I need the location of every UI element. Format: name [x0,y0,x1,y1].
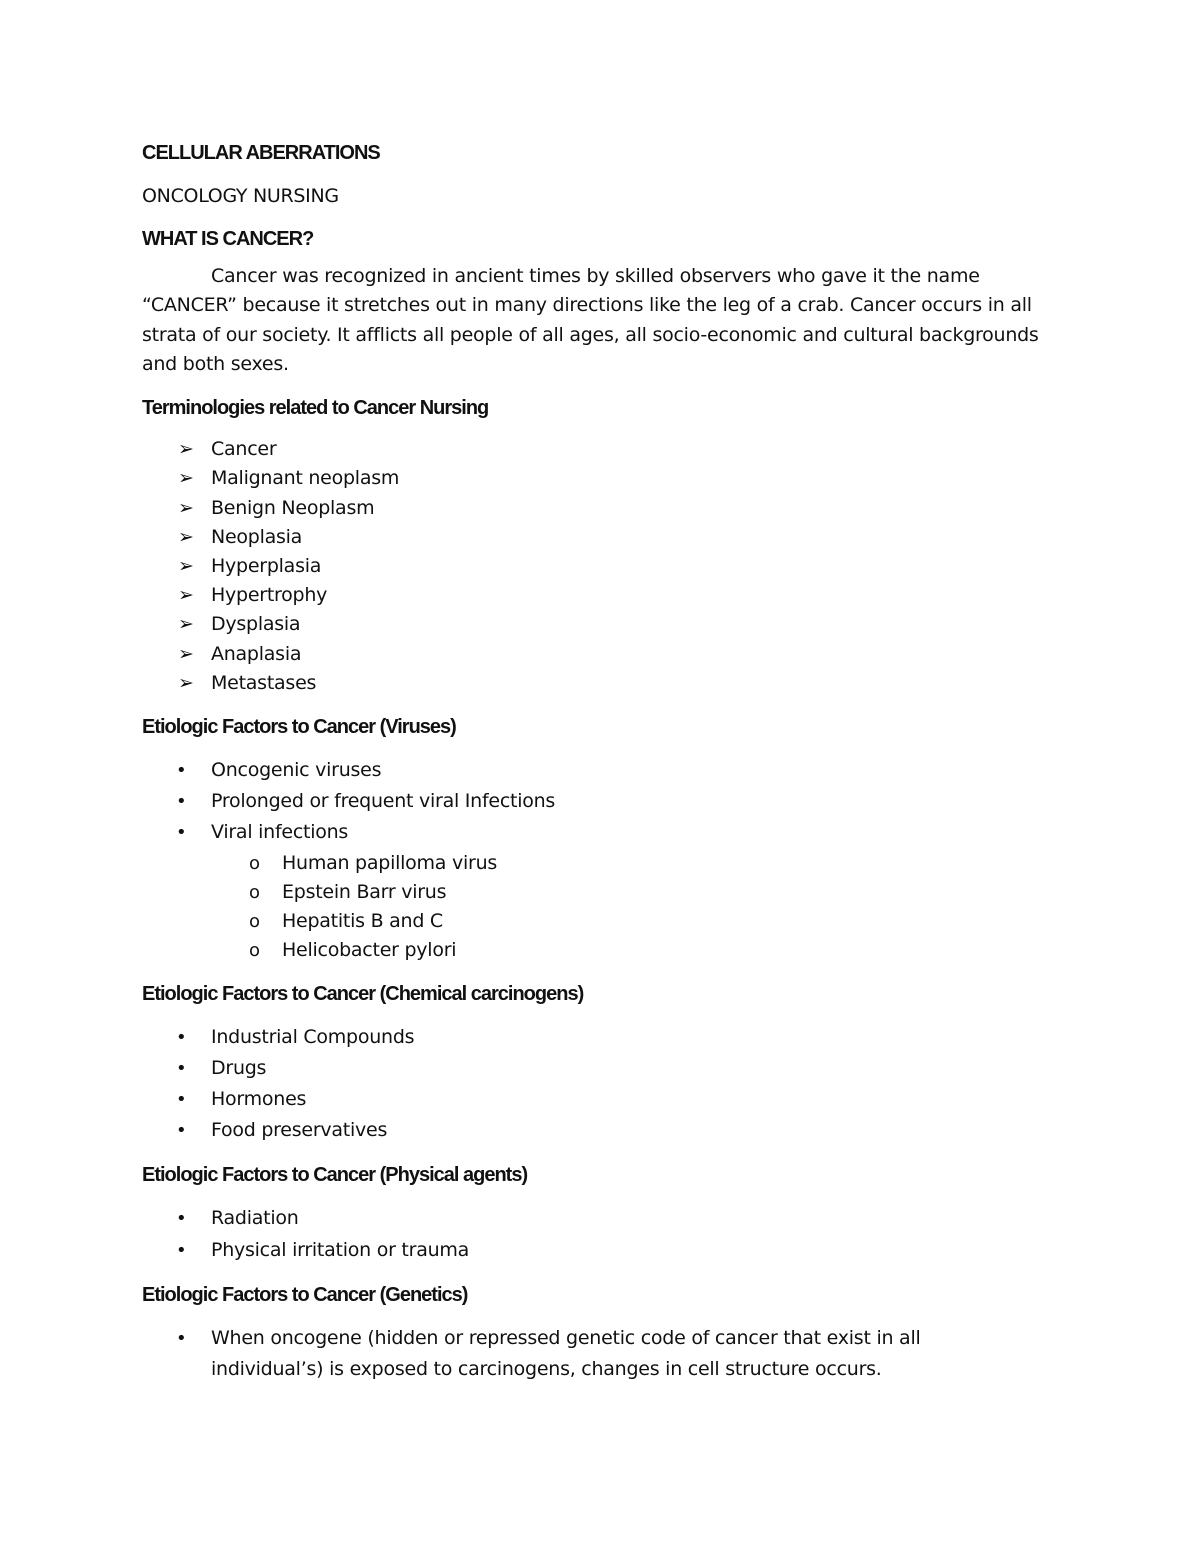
bullet-icon: • [176,1239,187,1261]
document-title: CELLULAR ABERRATIONS [142,142,380,164]
arrow-bullet-icon: ➢ [178,584,194,607]
circle-bullet-icon: o [249,910,260,932]
bullet-icon: • [176,1057,187,1079]
list-item: • Industrial Compounds [142,1022,1062,1053]
circle-bullet-icon: o [249,881,260,903]
arrow-bullet-icon: ➢ [178,525,194,548]
what-is-cancer-paragraph: Cancer was recognized in ancient times by skilled observers who gave it the name “CANCER” because it stretches out in many directions like the leg of a crab. Cancer occurs in all strata of our society. It afflicts all people of all ages, all socio-economic and cultural backgrounds and both sexes. [142,265,1039,375]
terminologies-heading: Terminologies related to Cancer Nursing [142,397,489,420]
bullet-icon: • [176,791,187,813]
circle-bullet-icon: o [249,852,260,874]
list-item: • Food preservatives [142,1115,1062,1146]
list-item: • Drugs [142,1053,1062,1084]
list-item: • Prolonged or frequent viral Infections [142,786,1062,817]
list-item: ➢ Dysplasia [142,610,1062,639]
list-item: o Helicobacter pylori [142,936,1062,965]
list-item: • Viral infections [142,817,1062,848]
genetics-heading: Etiologic Factors to Cancer (Genetics) [142,1283,468,1306]
chemical-list [142,1022,1062,1147]
list-item: o Epstein Barr virus [142,878,1062,907]
viruses-heading: Etiologic Factors to Cancer (Viruses) [142,716,456,739]
bullet-icon: • [176,822,187,844]
viruses-list [142,755,1062,849]
bullet-icon: • [176,1208,187,1230]
list-item: o Human papilloma virus [142,849,1062,878]
document-subtitle: ONCOLOGY NURSING [142,185,339,207]
terminologies-list [142,435,1062,698]
physical-heading: Etiologic Factors to Cancer (Physical agents) [142,1164,528,1187]
list-item: ➢ Cancer [142,435,1062,464]
genetics-list [142,1323,1062,1385]
list-item: ➢ Hypertrophy [142,581,1062,610]
physical-list [142,1203,1062,1265]
circle-bullet-icon: o [249,939,260,961]
list-item: ➢ Hyperplasia [142,552,1062,581]
list-item: • Physical irritation or trauma [142,1235,1062,1266]
list-item: ➢ Neoplasia [142,523,1062,552]
arrow-bullet-icon: ➢ [178,671,194,694]
arrow-bullet-icon: ➢ [178,438,194,461]
arrow-bullet-icon: ➢ [178,496,194,519]
list-item: ➢ Anaplasia [142,640,1062,669]
bullet-icon: • [176,1327,187,1349]
bullet-icon: • [176,1026,187,1048]
list-item: • Radiation [142,1203,1062,1234]
list-item: • When oncogene (hidden or repressed genetic code of cancer that exist in all individual’s) is exposed to carcinogens, changes in cell structure occurs. [142,1323,1011,1385]
what-is-cancer-heading: WHAT IS CANCER? [142,228,314,250]
list-item: ➢ Metastases [142,669,1062,698]
bullet-icon: • [176,1089,187,1111]
document-page [142,138,1062,1385]
arrow-bullet-icon: ➢ [178,467,194,490]
arrow-bullet-icon: ➢ [178,555,194,577]
list-item: • Hormones [142,1084,1062,1115]
list-item: • Oncogenic viruses [142,755,1062,786]
viral-infections-sublist [142,849,1062,965]
arrow-bullet-icon: ➢ [178,613,194,636]
list-item: ➢ Malignant neoplasm [142,464,1062,493]
chemical-heading: Etiologic Factors to Cancer (Chemical carcinogens) [142,982,584,1005]
bullet-icon: • [176,1120,187,1142]
list-item: ➢ Benign Neoplasm [142,494,1062,523]
arrow-bullet-icon: ➢ [178,642,194,665]
bullet-icon: • [176,760,187,782]
list-item: o Hepatitis B and C [142,907,1062,936]
